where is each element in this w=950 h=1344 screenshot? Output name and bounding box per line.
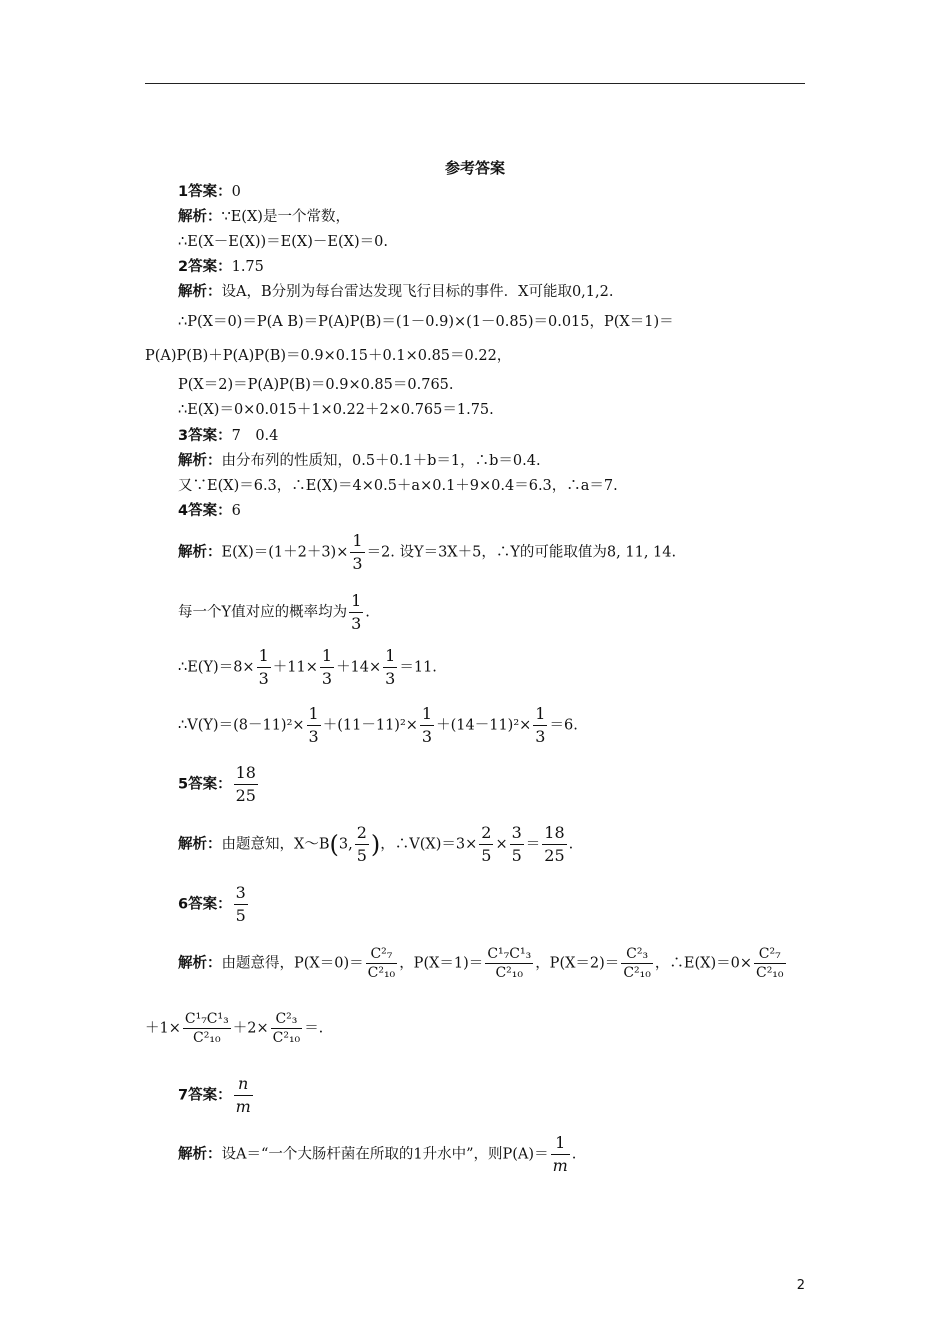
solution-3-line-1: 解析：由分布列的性质知，0.5＋0.1＋b＝1，∴b＝0.4. bbox=[178, 453, 541, 469]
fraction: $\frac{1}{3}$ bbox=[385, 646, 396, 688]
solution-1-line-1: 解析：∵E(X)是一个常数， bbox=[178, 209, 350, 225]
fraction: $\frac{\text{C¹₇C¹₃}}{\text{C²₁₀}}$ bbox=[487, 946, 532, 981]
fraction: $\frac{1}{3}$ bbox=[321, 646, 333, 688]
fraction: $\frac{1}{3}$ bbox=[351, 591, 362, 633]
fraction: $\frac{1}{3}$ bbox=[258, 646, 269, 688]
fraction: $\frac{\text{C²₃}}{\text{C²₁₀}}$ bbox=[623, 946, 651, 981]
solution-2-line-2: ∴P(X＝0)＝P(A B)＝P(A)P(B)＝(1－0.9)×(1－0.85)＝0.015，P(X＝1)＝ bbox=[178, 314, 674, 330]
fraction: $\frac{1}{m}$ bbox=[552, 1133, 568, 1175]
answer-4: 4答案：6 bbox=[178, 503, 241, 519]
answer-1: 1答案：0 bbox=[178, 184, 241, 200]
page-title: 参考答案 bbox=[444, 159, 505, 177]
fraction: $\frac{18}{25}$ bbox=[544, 823, 565, 865]
solution-2-line-5: ∴E(X)＝0×0.015＋1×0.22＋2×0.765＝1.75. bbox=[178, 402, 494, 418]
solution-3-line-2: 又∵E(X)＝6.3，∴E(X)＝4×0.5＋a×0.1＋9×0.4＝6.3，∴a＝7. bbox=[178, 478, 618, 494]
fraction: $\frac{2}{5}$ bbox=[481, 823, 492, 865]
solution-2-line-1: 解析：设A，B分别为每台雷达发现飞行目标的事件．X可能取0,1,2. bbox=[178, 284, 614, 300]
solution-4-line-3: ∴E(Y)＝8× $\frac{1}{3}$ ＋11× $\frac{1}{3}$ ＋14× $\frac{1}{3}$ ＝11. bbox=[178, 646, 437, 688]
solution-4-line-2: 每一个Y值对应的概率均为 $\frac{1}{3}$ . bbox=[178, 591, 370, 633]
solution-5-line-1: 解析：由题意知，X～B(3, $\frac{2}{5}$ )，∴V(X)＝3× $\frac{2}{5}$ × $\frac{3}{5}$ ＝ $\frac{18}{25}$ . bbox=[178, 823, 574, 865]
fraction: $\frac{1}{3}$ bbox=[308, 704, 319, 746]
fraction: $\frac{\text{C²₇}}{\text{C²₁₀}}$ bbox=[755, 946, 784, 981]
solution-4-line-1: 解析：E(X)＝(1＋2＋3)× $\frac{1}{3}$ ＝2. 设Y＝3X＋5，∴Y的可能取值为8, 11, 14. bbox=[178, 531, 677, 573]
solution-1-line-2: ∴E(X－E(X))＝E(X)－E(X)＝0. bbox=[178, 234, 388, 250]
solution-6-line-1: 解析：由题意得，P(X＝0)＝ $\frac{\text{C²₇}}{\text{C²₁₀}}$ ，P(X＝1)＝ $\frac{\text{C¹₇C¹₃}}{\text{C²₁₀}}$ ，P(X＝2)＝ $\frac{\text{C²₃}}{\text{C²₁₀}}$ ，∴E(X)＝0× $\frac{\text{C²₇}}{\text{C²₁₀}}$ bbox=[178, 946, 784, 981]
fraction: $\frac{\text{C²₇}}{\text{C²₁₀}}$ bbox=[367, 946, 396, 981]
fraction: $\frac{1}{3}$ bbox=[535, 704, 546, 746]
solution-6-line-2: ＋1× $\frac{\text{C¹₇C¹₃}}{\text{C²₁₀}}$ ＋2× $\frac{\text{C²₃}}{\text{C²₁₀}}$ ＝. bbox=[145, 1011, 324, 1046]
answer-7: 7答案： $\frac{n}{m}$ bbox=[178, 1074, 251, 1116]
page-number: 2 bbox=[796, 1278, 805, 1293]
solution-4-line-4: ∴V(Y)＝(8－11)²× $\frac{1}{3}$ ＋(11－11)²× $\frac{1}{3}$ ＋(14－11)²× $\frac{1}{3}$ ＝6. bbox=[178, 704, 578, 746]
answer-2: 2答案：1.75 bbox=[178, 259, 264, 275]
fraction: $\frac{3}{5}$ bbox=[235, 883, 246, 925]
fraction: $\frac{2}{5}$ bbox=[356, 823, 367, 865]
solution-7-line-1: 解析：设A＝“一个大肠杆菌在所取的1升水中”，则P(A)＝ $\frac{1}{m}$ . bbox=[178, 1133, 577, 1175]
answer-6: 6答案： $\frac{3}{5}$ bbox=[178, 883, 246, 925]
fraction: $\frac{1}{3}$ bbox=[352, 531, 363, 573]
fraction: $\frac{3}{5}$ bbox=[511, 823, 522, 865]
fraction: $\frac{1}{3}$ bbox=[421, 704, 433, 746]
solution-2-line-4: P(X＝2)＝P(A)P(B)＝0.9×0.85＝0.765. bbox=[178, 377, 454, 393]
answer-3: 3答案：7 0.4 bbox=[178, 428, 279, 444]
solution-2-line-3: P(A)P(B)＋P(A)P(B)＝0.9×0.15＋0.1×0.85＝0.22， bbox=[145, 348, 512, 364]
header-rule bbox=[145, 83, 805, 84]
answer-5: 5答案： $\frac{18}{25}$ bbox=[178, 763, 256, 805]
fraction: $\frac{\text{C¹₇C¹₃}}{\text{C²₁₀}}$ bbox=[184, 1011, 229, 1046]
fraction: $\frac{18}{25}$ bbox=[235, 763, 256, 805]
fraction: $\frac{\text{C²₃}}{\text{C²₁₀}}$ bbox=[272, 1011, 301, 1046]
fraction: $\frac{n}{m}$ bbox=[235, 1074, 251, 1116]
